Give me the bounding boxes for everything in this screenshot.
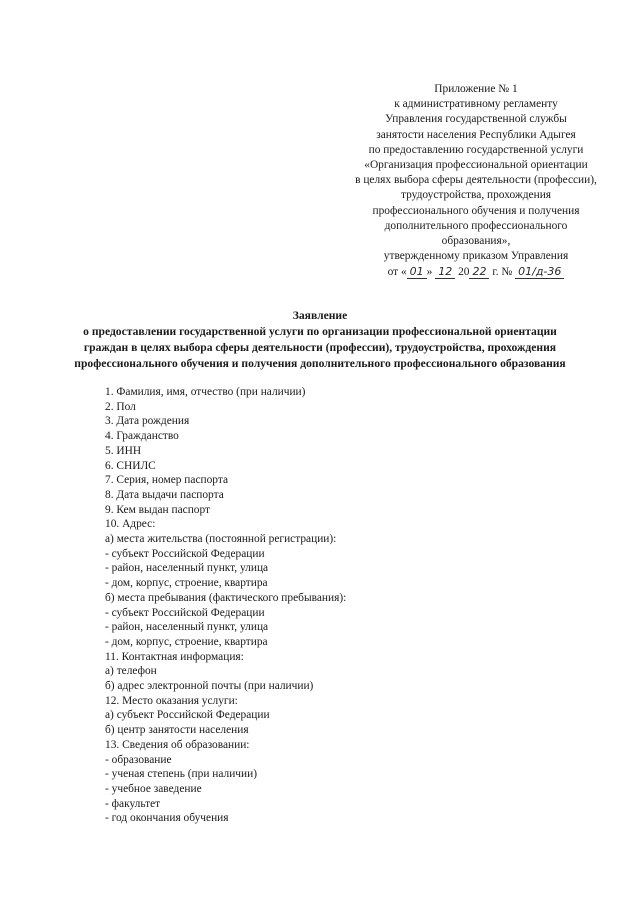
list-item: б) центр занятости населения (105, 724, 249, 737)
appendix-line: «Организация профессиональной ориентации (364, 159, 588, 172)
document-title (20, 308, 620, 372)
list-item: - район, населенный пункт, улица (105, 621, 269, 634)
list-item: 13. Сведения об образовании: (105, 738, 250, 751)
order-date-line (338, 264, 614, 280)
appendix-line: трудоустройства, прохождения (400, 189, 552, 202)
list-item: 1. Фамилия, имя, отчество (при наличии) (105, 386, 306, 398)
appendix-line: утвержденному приказом Управления (383, 250, 569, 263)
list-item: - дом, корпус, строение, квартира (105, 577, 268, 590)
list-item: - район, населенный пункт, улица (105, 562, 269, 575)
order-date-sep: » (426, 266, 433, 279)
list-item: 3. Дата рождения (105, 415, 190, 428)
appendix-line: профессионального обучения и получения (372, 204, 580, 217)
list-item: б) адрес электронной почты (при наличии) (105, 680, 314, 693)
appendix-line: образования», (441, 235, 511, 248)
appendix-line: занятости населения Республики Адыгея (376, 128, 576, 141)
appendix-line: Приложение № 1 (434, 83, 518, 95)
appendix-line: в целях выбора сферы деятельности (профессии), (355, 174, 597, 187)
list-item: 9. Кем выдан паспорт (105, 503, 211, 516)
list-item: - факультет (105, 797, 161, 810)
order-year-suffix: г. № (489, 266, 513, 279)
order-year-handwritten: 22 (469, 264, 489, 279)
list-item: 8. Дата выдачи паспорта (105, 488, 224, 501)
appendix-line: Управления государственной службы (385, 113, 567, 126)
list-item: 5. ИНН (105, 444, 142, 457)
list-item: 7. Серия, номер паспорта (105, 474, 229, 487)
order-day-handwritten: 01 (407, 264, 427, 279)
list-item: а) субъект Российской Федерации (105, 709, 270, 722)
order-month-handwritten: 12 (435, 264, 455, 279)
list-item: 11. Контактная информация: (105, 650, 244, 663)
appendix-line: дополнительного профессионального (384, 219, 568, 232)
list-item: б) места пребывания (фактического пребывания): (105, 591, 347, 604)
title-line: граждан в целях выбора сферы деятельности (профессии), трудоустройства, прохождения (83, 341, 557, 354)
order-year-prefix: 20 (458, 266, 470, 279)
title-line: о предоставлении государственной услуги по организации профессиональной ориентации (83, 325, 557, 338)
appendix-line: к административному регламенту (394, 98, 558, 111)
title-heading: Заявление (292, 309, 348, 322)
list-item: - учебное заведение (105, 782, 202, 795)
list-item: а) телефон (105, 665, 157, 678)
list-item: - ученая степень (при наличии) (105, 768, 258, 781)
list-item: 2. Пол (105, 400, 136, 413)
list-item: 10. Адрес: (105, 518, 156, 531)
list-item: - образование (105, 753, 172, 766)
order-number-handwritten: 01/д-36 (515, 264, 564, 279)
list-item: - субъект Российской Федерации (105, 606, 265, 619)
list-item: - дом, корпус, строение, квартира (105, 635, 268, 648)
list-item: 4. Гражданство (105, 430, 179, 443)
title-line: профессионального обучения и получения дополнительного профессионального образования (74, 357, 566, 370)
list-item: - год окончания обучения (105, 812, 229, 825)
appendix-line: по предоставлению государственной услуги (368, 143, 584, 156)
list-item: 6. СНИЛС (105, 459, 156, 472)
list-item: а) места жительства (постоянной регистрации): (105, 533, 337, 546)
form-fields-list (105, 385, 585, 826)
list-item: - субъект Российской Федерации (105, 547, 265, 560)
appendix-header (338, 82, 614, 281)
list-item: 12. Место оказания услуги: (105, 694, 238, 707)
order-date-prefix: от « (387, 266, 407, 279)
